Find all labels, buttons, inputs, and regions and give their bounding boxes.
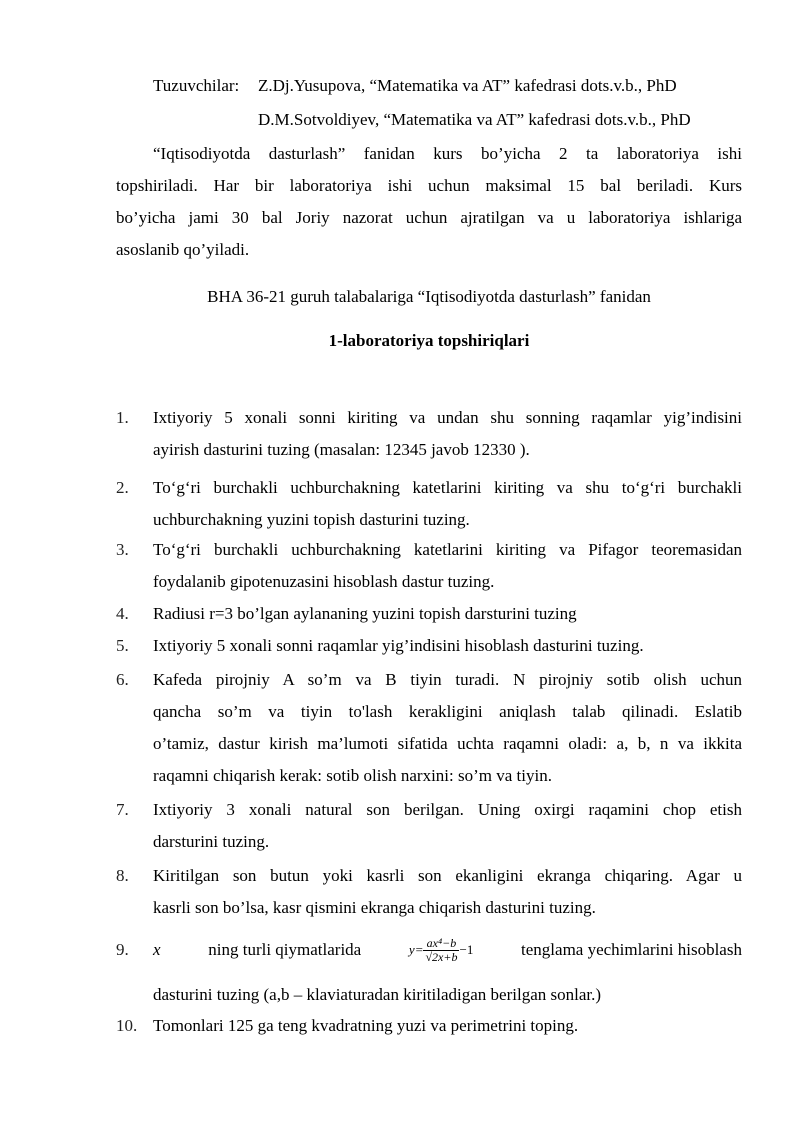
task-9-var: x xyxy=(153,940,161,959)
task-line: o’tamiz, dastur kirish ma’lumoti sifatida uchta raqamni oladi: a, b, n va ikkita xyxy=(153,734,742,753)
task-number: 1. xyxy=(116,408,129,427)
task-number: 3. xyxy=(116,540,129,559)
task-line: kasrli son bo’lsa, kasr qismini ekranga chiqarish dasturini tuzing. xyxy=(153,898,596,917)
task-line: ayirish dasturini tuzing (masalan: 12345 javob 12330 ). xyxy=(153,440,530,459)
task-line: Radiusi r=3 bo’lgan aylananing yuzini topish darsturini tuzing xyxy=(153,604,577,623)
task-number: 2. xyxy=(116,478,129,497)
task-line: qancha so’m va tiyin to'lash kerakligini aniqlash talab qilinadi. Eslatib xyxy=(153,702,742,721)
task-number: 7. xyxy=(116,800,129,819)
task-number: 4. xyxy=(116,604,129,623)
intro-line-3: bo’yicha jami 30 bal Joriy nazorat uchun ajratilgan va u laboratoriya ishlariga xyxy=(116,208,742,227)
formula-fraction xyxy=(423,937,459,964)
intro-line-2: topshiriladi. Har bir laboratoriya ishi uchun maksimal 15 bal beriladi. Kurs xyxy=(116,176,742,195)
group-heading: BHA 36-21 guruh talabalariga “Iqtisodiyotda dasturlash” fanidan xyxy=(207,287,651,306)
task-number: 10. xyxy=(116,1016,138,1035)
task-6 xyxy=(153,670,742,798)
intro-line-4: asoslanib qo’yiladi. xyxy=(116,240,250,259)
formula-tail: −1 xyxy=(459,942,474,957)
task-line: uchburchakning yuzini topish dasturini tuzing. xyxy=(153,510,470,529)
formula-lhs: y= xyxy=(408,942,424,957)
authors-label: Tuzuvchilar: xyxy=(153,76,240,95)
task-4 xyxy=(153,604,742,636)
task-1 xyxy=(153,408,742,472)
author-1: Z.Dj.Yusupova, “Matematika va AT” kafedrasi dots.v.b., PhD xyxy=(258,76,677,95)
task-line: Kafeda pirojniy A so’m va B tiyin turadi. N pirojniy sotib olish uchun xyxy=(153,670,742,689)
task-9-text-before: ning turli qiymatlarida xyxy=(208,940,362,959)
task-9-line-2: dasturini tuzing (a,b – klaviaturadan kiritiladigan berilgan sonlar.) xyxy=(153,985,602,1004)
task-line: To‘g‘ri burchakli uchburchakning katetlarini kiriting va Pifagor teoremasidan xyxy=(153,540,742,559)
task-number: 9. xyxy=(116,940,129,959)
author-2: D.M.Sotvoldiyev, “Matematika va AT” kafedrasi dots.v.b., PhD xyxy=(258,110,691,129)
intro-line-1: “Iqtisodiyotda dasturlash” fanidan kurs bo’yicha 2 ta laboratoriya ishi xyxy=(153,144,742,163)
formula-numerator: ax⁴−b xyxy=(423,937,459,951)
task-10-text: Tomonlari 125 ga teng kvadratning yuzi va perimetrini toping. xyxy=(153,1016,579,1035)
task-9 xyxy=(153,928,742,972)
task-line: Ixtiyoriy 5 xonali sonni raqamlar yig’indisini hisoblash dasturini tuzing. xyxy=(153,636,644,655)
page-title: 1-laboratoriya topshiriqlari xyxy=(328,331,530,350)
task-9-text-after: tenglama yechimlarini hisoblash xyxy=(521,940,742,959)
task-line: Kiritilgan son butun yoki kasrli son ekanligini ekranga chiqaring. Agar u xyxy=(153,866,742,885)
task-3 xyxy=(153,540,742,604)
formula-denominator: √2x+b xyxy=(425,949,458,964)
task-line: Ixtiyoriy 3 xonali natural son berilgan. Uning oxirgi raqamini chop etish xyxy=(153,800,742,819)
task-line: Ixtiyoriy 5 xonali sonni kiriting va undan shu sonning raqamlar yig’indisini xyxy=(153,408,742,427)
task-2 xyxy=(153,478,742,542)
task-9-formula xyxy=(409,937,473,964)
task-number: 5. xyxy=(116,636,129,655)
task-5 xyxy=(153,636,742,668)
task-number: 6. xyxy=(116,670,129,689)
task-7 xyxy=(153,800,742,864)
task-line: raqamni chiqarish kerak: sotib olish narxini: so’m va tiyin. xyxy=(153,766,552,785)
task-8 xyxy=(153,866,742,930)
task-line: foydalanib gipotenuzasini hisoblash dastur tuzing. xyxy=(153,572,495,591)
task-line: darsturini tuzing. xyxy=(153,832,270,851)
task-number: 8. xyxy=(116,866,129,885)
task-line: To‘g‘ri burchakli uchburchakning katetlarini kiriting va shu to‘g‘ri burchakli xyxy=(153,478,742,497)
